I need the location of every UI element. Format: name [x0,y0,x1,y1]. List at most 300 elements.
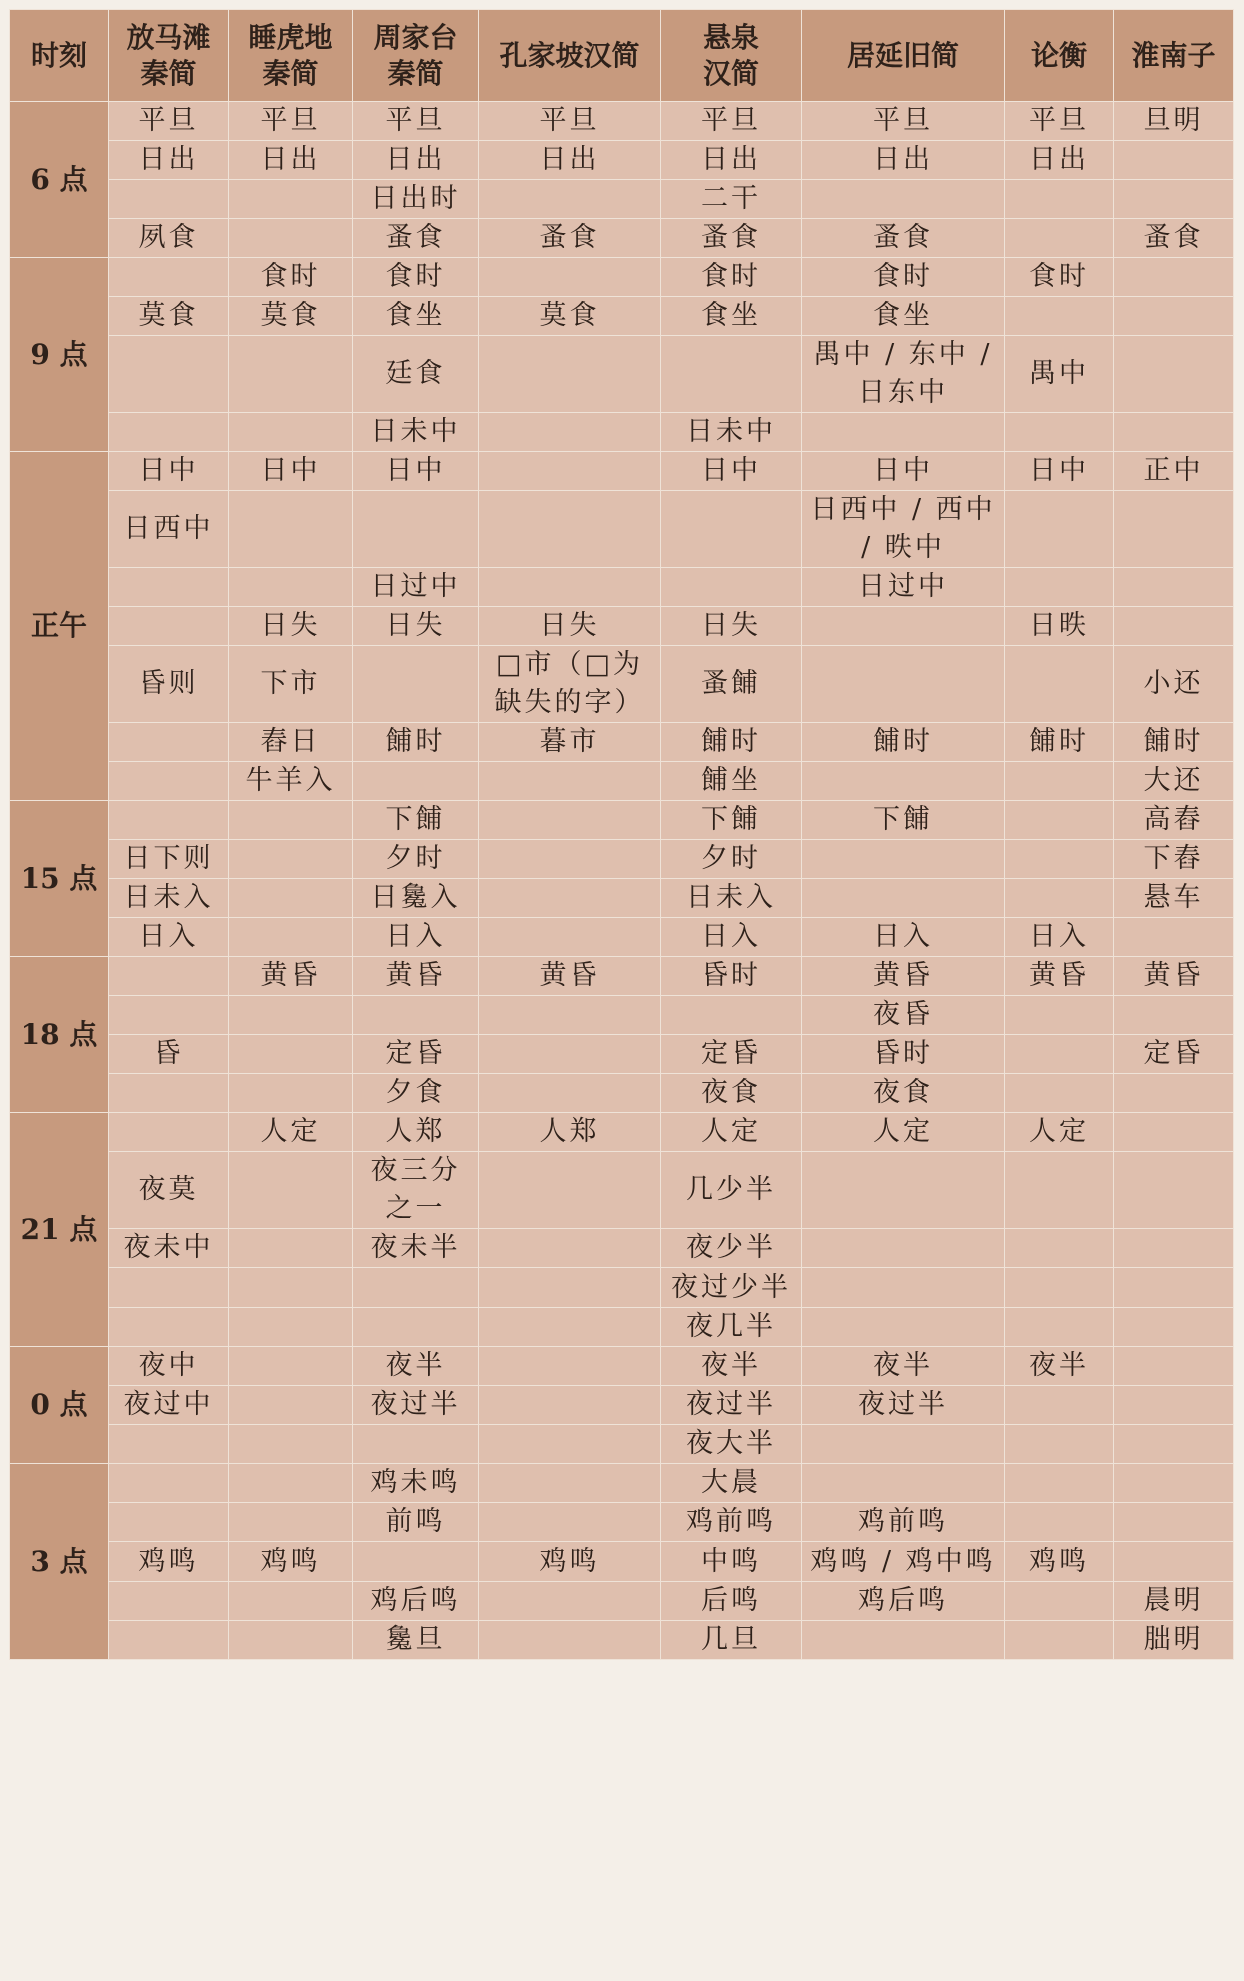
table-cell: 日西中 / 西中 / 昳中 [802,491,1005,568]
table-cell [1005,1035,1114,1074]
table-cell [1114,1229,1234,1268]
table-cell: 日入 [353,918,479,957]
table-cell [109,336,229,413]
table-cell: 下舂 [1114,840,1234,879]
header-cell-zhoujiatai [353,10,479,102]
table-cell [1114,1268,1234,1308]
table-cell [109,1113,229,1152]
ancient-time-table [9,9,1234,1660]
header-cell-lunheng [1005,10,1114,102]
table-cell: 蚤食 [479,219,661,258]
table-row [10,1582,1234,1621]
table-cell: 鸡鸣 [479,1542,661,1582]
table-cell: 蚤餔 [661,646,802,723]
table-cell: 日失 [479,607,661,646]
table-cell [109,1268,229,1308]
table-cell: 正中 [1114,452,1234,491]
table-cell: 莫食 [479,297,661,336]
table-cell: 禺中 / 东中 / 日东中 [802,336,1005,413]
header-row [10,10,1234,102]
table-cell: 日出 [802,141,1005,180]
table-cell: 悬车 [1114,879,1234,918]
table-cell: 夜中 [109,1347,229,1386]
table-cell: 食坐 [353,297,479,336]
table-cell [1114,180,1234,219]
table-cell [1114,607,1234,646]
table-cell: 夜食 [802,1074,1005,1113]
table-cell [229,840,353,879]
table-cell [802,180,1005,219]
table-cell [353,1268,479,1308]
table-row [10,102,1234,141]
table-cell: 日中 [109,452,229,491]
table-row [10,1268,1234,1308]
table-cell: 黄昏 [802,957,1005,996]
table-cell [479,1074,661,1113]
table-cell [802,1268,1005,1308]
table-cell: 食时 [661,258,802,297]
table-cell [1005,1229,1114,1268]
table-cell [1114,568,1234,607]
table-cell [479,413,661,452]
table-cell: 大晨 [661,1464,802,1503]
table-cell: 蚤食 [661,219,802,258]
table-cell [353,1425,479,1464]
table-cell [353,1542,479,1582]
table-row [10,1229,1234,1268]
table-cell [1114,141,1234,180]
header-cell-juyan [802,10,1005,102]
table-cell [229,1229,353,1268]
table-cell: 平旦 [661,102,802,141]
header-cell-fangmatan [109,10,229,102]
table-row [10,840,1234,879]
table-cell: 平旦 [353,102,479,141]
table-cell: 下餔 [661,801,802,840]
header-label: 淮南子 [1131,38,1216,72]
table-cell: 莫食 [109,297,229,336]
table-cell [1005,568,1114,607]
table-cell [479,1386,661,1425]
header-label: 居延旧简 [846,38,959,72]
table-cell: 夕食 [353,1074,479,1113]
table-row [10,297,1234,336]
table-cell: 日入 [109,918,229,957]
table-cell: 定昏 [353,1035,479,1074]
table-cell [109,1503,229,1542]
table-cell: 日未中 [353,413,479,452]
table-cell [1005,1152,1114,1229]
table-cell: 日未入 [109,879,229,918]
table-cell: 日未中 [661,413,802,452]
table-cell [229,1503,353,1542]
table-cell: 下餔 [353,801,479,840]
table-cell [479,1229,661,1268]
table-cell [229,1621,353,1660]
table-row [10,1347,1234,1386]
header-label: 放马滩 秦简 [126,20,211,90]
header-label: 周家台 秦简 [373,20,458,90]
table-cell: 日毚入 [353,879,479,918]
table-cell [353,1308,479,1347]
table-cell [229,568,353,607]
table-cell: 日入 [661,918,802,957]
table-cell [229,1074,353,1113]
table-cell: 夜未半 [353,1229,479,1268]
table-cell: 夜过少半 [661,1268,802,1308]
table-cell: 日下则 [109,840,229,879]
table-cell [1114,1386,1234,1425]
table-cell [479,1035,661,1074]
table-cell: 人定 [661,1113,802,1152]
table-cell [229,491,353,568]
table-cell [1005,297,1114,336]
table-row [10,1035,1234,1074]
table-cell: 日未入 [661,879,802,918]
table-cell: 夜昏 [802,996,1005,1035]
table-cell: 晨明 [1114,1582,1234,1621]
period-cell: 6 点 [10,102,109,258]
table-cell [1005,996,1114,1035]
table-cell: 夕时 [661,840,802,879]
table-cell [229,1425,353,1464]
table-cell [479,801,661,840]
table-row [10,1503,1234,1542]
table-row [10,607,1234,646]
table-cell [1005,1503,1114,1542]
table-cell [479,1268,661,1308]
table-row [10,452,1234,491]
table-cell: 鸡鸣 / 鸡中鸣 [802,1542,1005,1582]
table-cell [1114,491,1234,568]
table-cell: 餔坐 [661,762,802,801]
table-cell: 几少半 [661,1152,802,1229]
table-cell [479,336,661,413]
table-cell [802,840,1005,879]
table-cell [109,1425,229,1464]
table-cell: 昏则 [109,646,229,723]
table-cell [109,1308,229,1347]
table-cell [1005,491,1114,568]
table-cell: 蚤食 [353,219,479,258]
table-cell: 高舂 [1114,801,1234,840]
table-cell: 人郑 [353,1113,479,1152]
table-cell: 日出 [661,141,802,180]
table-row [10,801,1234,840]
table-cell [1005,1464,1114,1503]
table-cell [1114,1347,1234,1386]
table-cell: 下市 [229,646,353,723]
table-cell [661,336,802,413]
table-cell: 禺中 [1005,336,1114,413]
table-cell [1114,1308,1234,1347]
table-cell [109,996,229,1035]
table-cell: 餔时 [353,723,479,762]
table-cell [1114,1542,1234,1582]
header-label: 时刻 [30,38,87,72]
table-cell: 小还 [1114,646,1234,723]
table-cell [802,1621,1005,1660]
table-cell: 鸡鸣 [1005,1542,1114,1582]
table-cell [479,1425,661,1464]
table-cell [479,1621,661,1660]
table-row [10,1113,1234,1152]
table-cell [479,840,661,879]
table-cell [1114,413,1234,452]
table-cell: 黄昏 [353,957,479,996]
table-cell: 日中 [1005,452,1114,491]
table-cell [229,801,353,840]
table-cell: 日出 [353,141,479,180]
table-cell [1114,1152,1234,1229]
period-cell: 15 点 [10,801,109,957]
table-cell [229,1582,353,1621]
table-cell [479,918,661,957]
table-row [10,1425,1234,1464]
table-cell [802,762,1005,801]
table-cell: 日昳 [1005,607,1114,646]
table-cell [1114,1113,1234,1152]
table-cell: 日中 [661,452,802,491]
table-cell [479,1503,661,1542]
table-cell: 鸡鸣 [229,1542,353,1582]
table-cell [1114,336,1234,413]
table-cell [109,413,229,452]
table-cell: 食时 [229,258,353,297]
table-row [10,219,1234,258]
period-cell: 正午 [10,452,109,801]
table-cell: 日失 [353,607,479,646]
table-cell: 平旦 [1005,102,1114,141]
table-cell: 日入 [802,918,1005,957]
table-cell: 廷食 [353,336,479,413]
period-cell: 18 点 [10,957,109,1113]
table-cell [229,1268,353,1308]
table-cell: 昏时 [661,957,802,996]
table-cell [1005,413,1114,452]
table-cell [109,762,229,801]
table-cell: 旦明 [1114,102,1234,141]
table-cell [1114,1503,1234,1542]
table-cell: 夜过半 [661,1386,802,1425]
table-cell: 日出时 [353,180,479,219]
table-cell [109,568,229,607]
header-label: 孔家坡汉简 [499,38,640,72]
table-row [10,491,1234,568]
table-cell [479,762,661,801]
table-cell [353,996,479,1035]
table-cell: 定昏 [661,1035,802,1074]
table-cell [479,452,661,491]
table-cell [109,258,229,297]
header-cell-xuanquan [661,10,802,102]
table-cell [479,491,661,568]
table-cell: 黄昏 [1114,957,1234,996]
table-cell: 朏明 [1114,1621,1234,1660]
table-cell: 日过中 [802,568,1005,607]
table-cell: 鸡前鸣 [661,1503,802,1542]
table-row [10,723,1234,762]
table-row [10,1621,1234,1660]
table-cell: 黄昏 [229,957,353,996]
table-cell [109,1074,229,1113]
table-cell [1114,918,1234,957]
table-cell: 暮市 [479,723,661,762]
table-cell: 日失 [229,607,353,646]
table-cell: 下餔 [802,801,1005,840]
table-cell: 日出 [229,141,353,180]
table-cell: 鸡未鸣 [353,1464,479,1503]
table-row [10,1542,1234,1582]
table-cell [479,996,661,1035]
table-cell: 黄昏 [479,957,661,996]
table-cell: 舂日 [229,723,353,762]
table-cell: 日西中 [109,491,229,568]
table-row [10,762,1234,801]
table-row [10,957,1234,996]
table-cell [1005,762,1114,801]
table-cell [661,491,802,568]
table-cell [479,180,661,219]
table-cell [1114,1464,1234,1503]
table-cell: 夜未中 [109,1229,229,1268]
table-cell [229,180,353,219]
table-cell [229,1035,353,1074]
table-cell [479,568,661,607]
table-cell: 鸡鸣 [109,1542,229,1582]
table-cell [1005,180,1114,219]
table-cell: 中鸣 [661,1542,802,1582]
table-cell [229,1152,353,1229]
table-cell [1005,879,1114,918]
table-body [10,102,1234,1660]
table-cell: 人定 [229,1113,353,1152]
table-row [10,1464,1234,1503]
table-cell [479,1347,661,1386]
table-cell [802,1425,1005,1464]
table-cell [1114,258,1234,297]
table-cell: 夜三分之一 [353,1152,479,1229]
table-cell: 黄昏 [1005,957,1114,996]
table-cell: 夜过半 [802,1386,1005,1425]
table-cell: 日出 [479,141,661,180]
table-cell: 平旦 [802,102,1005,141]
table-cell [802,646,1005,723]
table-cell [479,1582,661,1621]
table-cell [802,1308,1005,1347]
table-cell [109,1582,229,1621]
table-cell: 蚤食 [802,219,1005,258]
table-cell [1005,1386,1114,1425]
header-cell-time [10,10,109,102]
table-cell: 莫食 [229,297,353,336]
table-row [10,336,1234,413]
table-row [10,1386,1234,1425]
table-cell: 大还 [1114,762,1234,801]
table-cell: 夜食 [661,1074,802,1113]
table-cell [1005,1308,1114,1347]
table-cell [802,1229,1005,1268]
table-container [9,9,1233,1660]
table-cell: 夕时 [353,840,479,879]
period-cell: 3 点 [10,1464,109,1660]
table-cell [1005,1074,1114,1113]
table-cell: 食时 [353,258,479,297]
table-cell [802,879,1005,918]
table-cell [229,918,353,957]
table-cell: 夜莫 [109,1152,229,1229]
table-row [10,258,1234,297]
table-row [10,918,1234,957]
table-cell: 定昏 [1114,1035,1234,1074]
table-cell: 鸡后鸣 [353,1582,479,1621]
table-cell: 人郑 [479,1113,661,1152]
header-cell-shuihudi [229,10,353,102]
table-cell: 夙食 [109,219,229,258]
table-row [10,568,1234,607]
table-row [10,646,1234,723]
table-cell [1005,1582,1114,1621]
table-row [10,1308,1234,1347]
table-cell [229,219,353,258]
table-cell: 餔时 [802,723,1005,762]
table-cell [661,568,802,607]
table-cell: 食时 [1005,258,1114,297]
table-cell [661,996,802,1035]
table-cell: 食时 [802,258,1005,297]
table-cell [353,491,479,568]
table-cell: 前鸣 [353,1503,479,1542]
table-cell: 日出 [1005,141,1114,180]
table-cell [229,996,353,1035]
table-row [10,1152,1234,1229]
header-label: 睡虎地 秦简 [248,20,333,90]
table-cell [109,801,229,840]
table-cell: 食坐 [661,297,802,336]
table-cell: □市（□为缺失的字） [479,646,661,723]
table-row [10,141,1234,180]
table-cell: 夜半 [1005,1347,1114,1386]
table-cell: 夜过半 [353,1386,479,1425]
table-cell [229,1464,353,1503]
table-cell: 几旦 [661,1621,802,1660]
table-cell [229,1386,353,1425]
table-cell [1005,219,1114,258]
table-cell: 日中 [353,452,479,491]
table-cell: 餔时 [661,723,802,762]
table-row [10,1074,1234,1113]
table-cell [109,180,229,219]
table-cell: 牛羊入 [229,762,353,801]
table-cell [479,1464,661,1503]
table-cell [802,1464,1005,1503]
table-cell [109,607,229,646]
table-cell: 昏 [109,1035,229,1074]
table-cell [802,607,1005,646]
table-cell [229,413,353,452]
header-cell-huainanzi [1114,10,1234,102]
table-cell: 蚤食 [1114,219,1234,258]
table-cell [109,957,229,996]
table-cell [802,1152,1005,1229]
table-cell [1005,1425,1114,1464]
table-row [10,180,1234,219]
table-cell: 日入 [1005,918,1114,957]
table-cell [1114,1425,1234,1464]
table-cell: 夜半 [353,1347,479,1386]
table-cell [1005,646,1114,723]
table-cell [479,258,661,297]
